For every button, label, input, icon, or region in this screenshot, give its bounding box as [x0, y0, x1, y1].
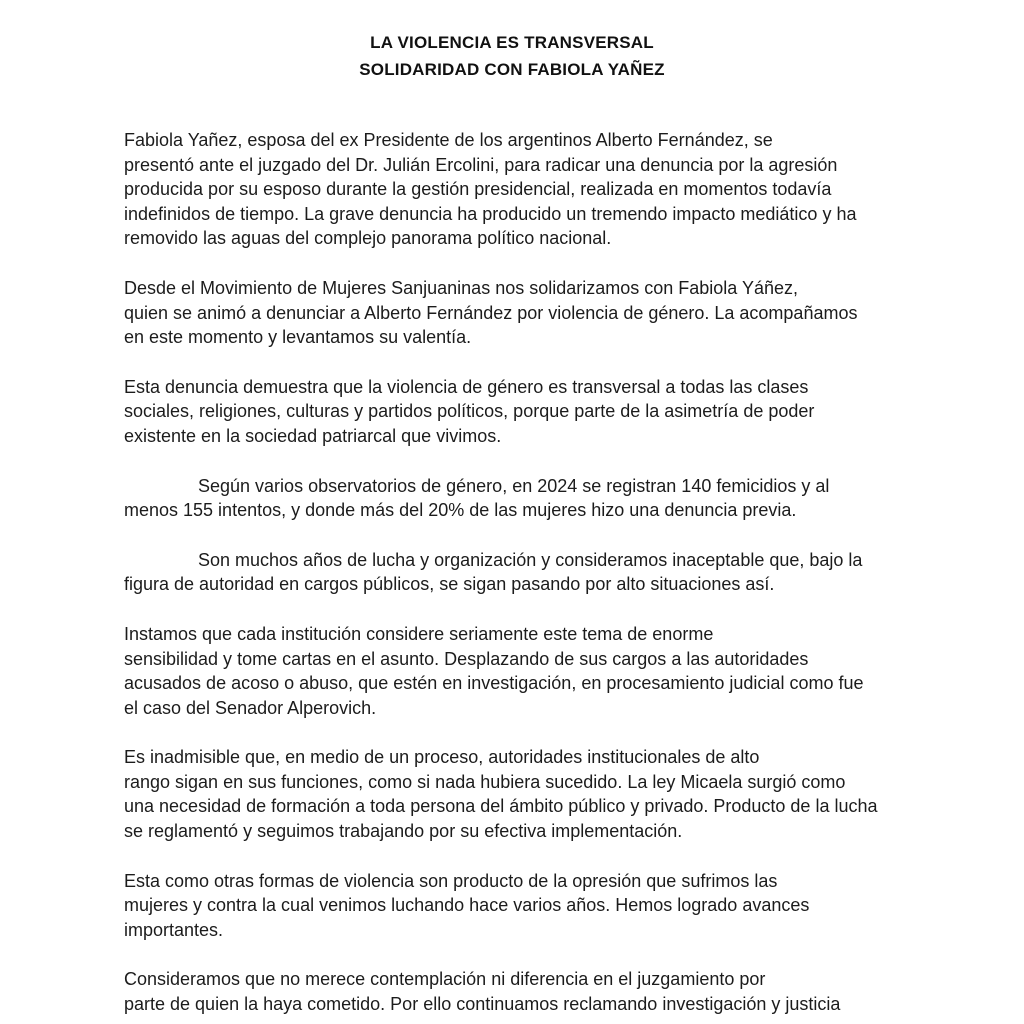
text-line: indefinidos de tiempo. La grave denuncia ha producido un tremendo impacto mediático y ha — [124, 203, 857, 224]
text-line: figura de autoridad en cargos públicos, se sigan pasando por alto situaciones así. — [124, 574, 775, 595]
text-line: Son muchos años de lucha y organización y consideramos inaceptable que, bajo la — [198, 549, 863, 570]
paragraph — [124, 745, 924, 843]
text-line: Esta denuncia demuestra que la violencia de género es transversal a todas las clases — [124, 376, 809, 397]
text-line: Fabiola Yañez, esposa del ex Presidente de los argentinos Alberto Fernández, se — [124, 130, 773, 150]
text-line: Desde el Movimiento de Mujeres Sanjuaninas nos solidarizamos con Fabiola Yáñez, — [124, 277, 799, 298]
text-line: una necesidad de formación a toda persona del ámbito público y privado. Producto de la lucha — [124, 796, 878, 817]
text-line: en este momento y levantamos su valentía. — [124, 327, 472, 348]
paragraph — [124, 869, 924, 943]
text-line: quien se animó a denunciar a Alberto Fernández por violencia de género. La acompañamos — [124, 302, 858, 323]
text-line: importantes. — [124, 919, 224, 940]
text-line: presentó ante el juzgado del Dr. Julián Ercolini, para radicar una denuncia por la agresión — [124, 154, 838, 175]
document-title-line-2: SOLIDARIDAD CON FABIOLA YAÑEZ — [359, 60, 665, 79]
text-line: removido las aguas del complejo panorama político nacional. — [124, 228, 612, 249]
text-line: producida por su esposo durante la gestión presidencial, realizada en momentos todavía — [124, 179, 832, 200]
text-line: Es inadmisible que, en medio de un proceso, autoridades institucionales de alto — [124, 747, 760, 768]
text-line: rango sigan en sus funciones, como si nada hubiera sucedido. La ley Micaela surgió como — [124, 771, 846, 792]
text-line: Esta como otras formas de violencia son producto de la opresión que sufrimos las — [124, 870, 778, 891]
paragraph — [124, 548, 924, 597]
paragraph — [124, 276, 924, 350]
text-line: el caso del Senador Alperovich. — [124, 697, 377, 718]
text-line: mujeres y contra la cual venimos luchando hace varios años. Hemos logrado avances — [124, 895, 810, 916]
paragraph — [124, 474, 924, 523]
text-line: Instamos que cada institución considere seriamente este tema de enorme — [124, 623, 714, 644]
document-title-line-1: LA VIOLENCIA ES TRANSVERSAL — [370, 33, 654, 52]
document-body — [124, 128, 924, 1024]
text-line: parte de quien la haya cometido. Por ello continuamos reclamando investigación y justicia — [124, 994, 841, 1015]
text-line: sociales, religiones, culturas y partidos políticos, porque parte de la asimetría de poder — [124, 401, 815, 422]
text-line: acusados de acoso o abuso, que estén en investigación, en procesamiento judicial como fue — [124, 673, 864, 694]
text-line: Según varios observatorios de género, en 2024 se registran 140 femicidios y al — [198, 475, 830, 496]
text-line: sensibilidad y tome cartas en el asunto. Desplazando de sus cargos a las autoridades — [124, 648, 809, 669]
text-line: se reglamentó y seguimos trabajando por su efectiva implementación. — [124, 821, 683, 842]
text-line: existente en la sociedad patriarcal que vivimos. — [124, 425, 502, 446]
text-line: menos 155 intentos, y donde más del 20% de las mujeres hizo una denuncia previa. — [124, 500, 797, 521]
text-line: Consideramos que no merece contemplación ni diferencia en el juzgamiento por — [124, 969, 766, 990]
paragraph — [124, 375, 924, 449]
paragraph — [124, 967, 924, 1016]
paragraph — [124, 128, 924, 251]
paragraph — [124, 622, 924, 720]
